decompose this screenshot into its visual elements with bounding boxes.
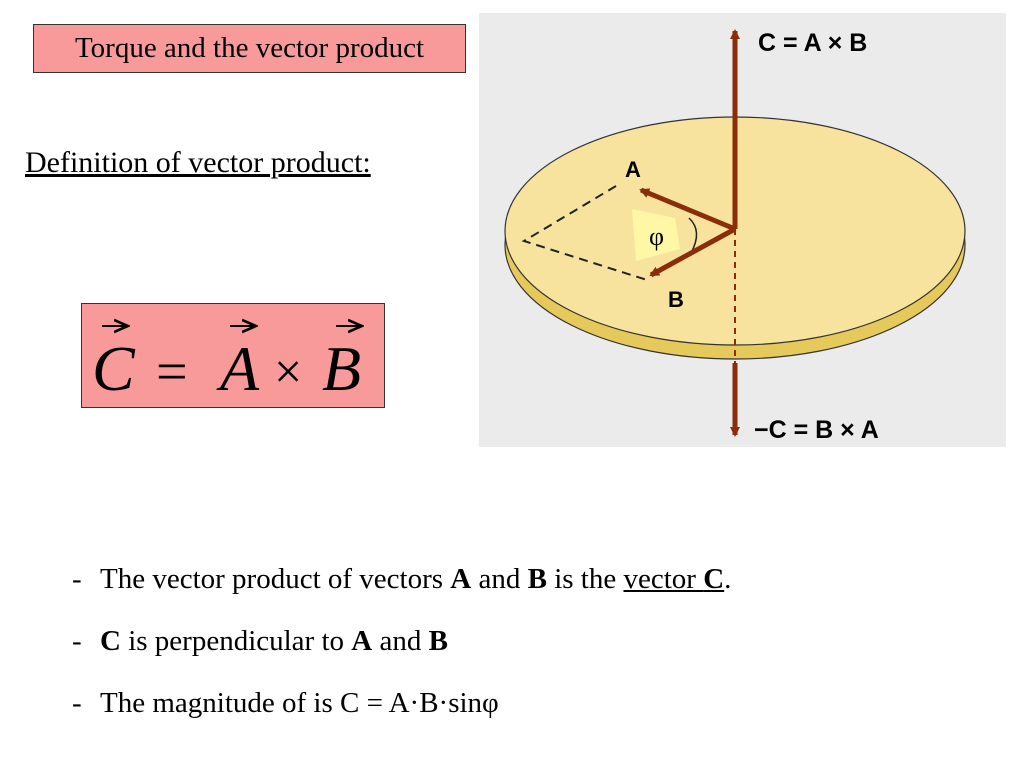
- formula-cross: ×: [274, 343, 303, 399]
- definition-heading: Definition of vector product:: [25, 146, 371, 179]
- label-phi: φ: [649, 222, 665, 251]
- label-c-equals-a-cross-b: C = A × B: [758, 29, 868, 57]
- slide-title: Torque and the vector product: [33, 24, 466, 73]
- formula-equals: =: [156, 341, 188, 403]
- bullet-perpendicular: - C is perpendicular to A and B: [72, 625, 448, 657]
- label-a: A: [625, 157, 641, 182]
- formula-c: C: [92, 333, 135, 404]
- bullet-magnitude: - The magnitude of is C = A·B·sinφ: [72, 687, 499, 719]
- label-neg-c-equals-b-cross-a: −C = B × A: [754, 416, 879, 444]
- formula-a: A: [220, 333, 260, 404]
- formula-box: [81, 303, 385, 408]
- bullet-vector-product: - The vector product of vectors A and B is the vector C.: [72, 563, 732, 595]
- disk-diagram: [479, 13, 1006, 447]
- formula-b: B: [322, 333, 362, 404]
- vector-product-figure: [479, 13, 1006, 447]
- bullet-list: [72, 555, 972, 741]
- label-b: B: [668, 287, 684, 312]
- formula-graphic: [82, 304, 384, 407]
